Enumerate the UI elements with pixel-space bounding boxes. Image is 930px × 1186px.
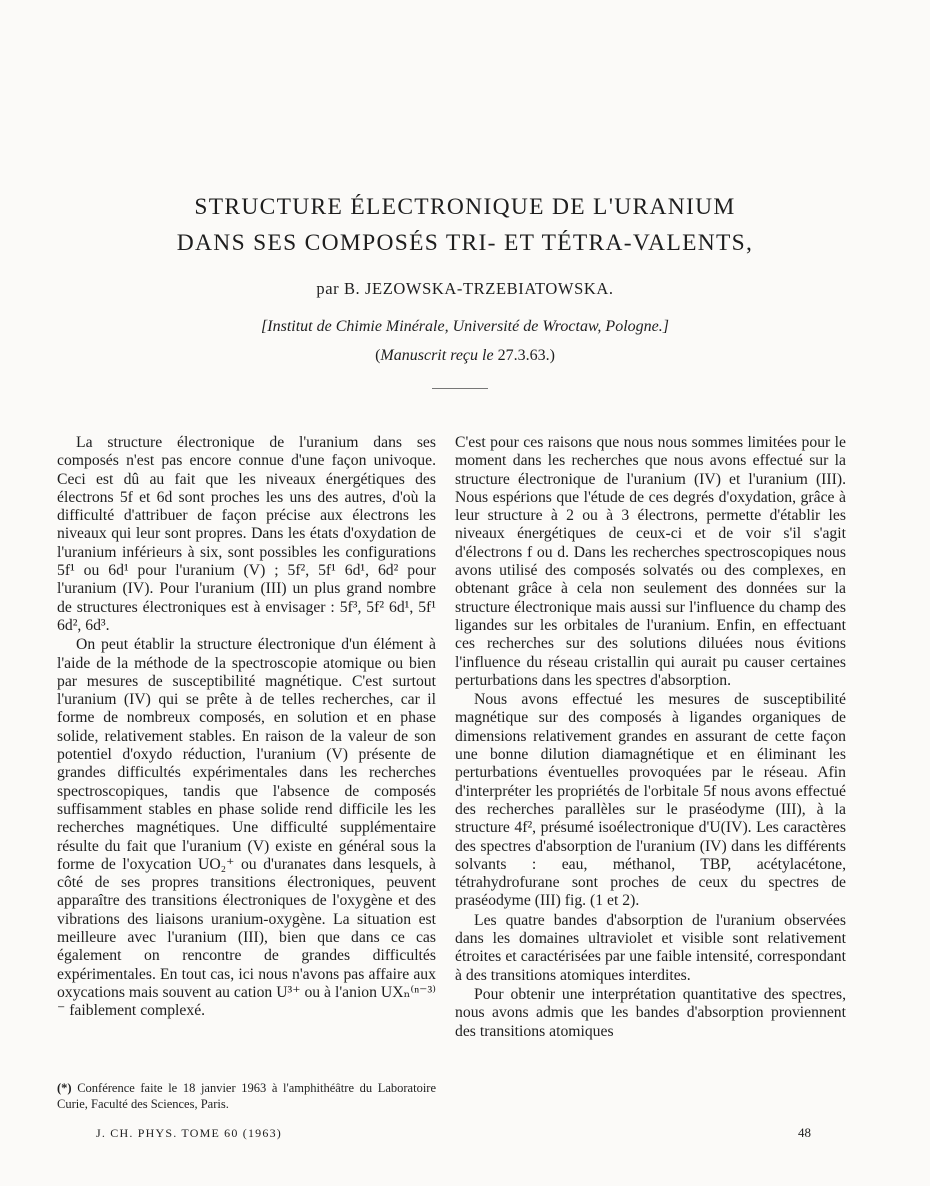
footnote-text: Conférence faite le 18 janvier 1963 à l'amphithéâtre du Laboratoire Curie, Faculté des Sciences, Paris. xyxy=(57,1081,436,1111)
right-paragraph-1: C'est pour ces raisons que nous nous sommes limitées pour le moment dans les recherches que nous avons effectué sur la structure électronique de l'uranium (IV) et l'uranium (III). Nous espérions que l'étude de ces degrés d'oxydation, grâce à leur structure à 2 ou à 3 électrons, permette d'établir les niveaux énergétiques de ceux-ci et de voir s'il s'agit d'électrons f ou d. Dans les recherches spectroscopiques nous avons utilisé des composés solvatés ou des complexes, en obtenant grâce à cela non seulement des données sur la structure électronique mais aussi sur l'influence du champ des ligandes sur les orbitales de l'uranium. Enfin, en effectuant ces recherches sur des solutions diluées nous évitions l'influence du réseau cristallin qui aurait pu causer certaines perturbations dans les spectres d'absorption. xyxy=(455,434,846,689)
author-line: par B. JEZOWSKA-TRZEBIATOWSKA. xyxy=(316,279,614,298)
footnote xyxy=(57,1081,436,1112)
right-paragraph-2: Nous avons effectué les mesures de susceptibilité magnétique sur des composés à ligandes organiques de dimensions relativement grandes en assurant de cette façon une bonne dilution diamagnétique et en éliminant les perturbations éventuelles provoquées par le réseau. Afin d'interpréter les propriétés de l'orbitale 5f nous avons effectué des recherches parallèles sur le praséodyme (III), à la structure 4f², présumé isoélectronique d'U(IV). Les caractères des spectres d'absorption de l'uranium (IV) dans les différents solvants : eau, méthanol, TBP, acétylacétone, tétrahydrofurane sont proches de ceux du spectres de praséodyme (III) fig. (1 et 2). xyxy=(455,691,846,910)
title-separator-rule xyxy=(432,388,488,389)
journal-reference: J. CH. PHYS. TOME 60 (1963) xyxy=(96,1126,282,1140)
article-title-line-1: STRUCTURE ÉLECTRONIQUE DE L'URANIUM xyxy=(194,194,736,220)
received-date: 27.3.63.) xyxy=(497,347,555,364)
received-prefix: ( xyxy=(375,347,381,364)
article-title-line-2: DANS SES COMPOSÉS TRI- ET TÉTRA-VALENTS, xyxy=(176,230,754,256)
left-text-column xyxy=(57,434,436,1021)
right-paragraph-4: Pour obtenir une interprétation quantitative des spectres, nous avons admis que les bandes d'absorption proviennent des transitions atomiques xyxy=(455,985,846,1040)
right-paragraph-3: Les quatre bandes d'absorption de l'uranium observées dans les domaines ultraviolet et visible sont relativement étroites et caractérisées par une faible intensité, correspondant à des transitions atomiques interdites. xyxy=(455,911,846,984)
left-paragraph-2: On peut établir la structure électronique d'un élément à l'aide de la méthode de la spectroscopie atomique ou bien par mesures de susceptibilité magnétique. C'est surtout l'uranium (IV) qui se prête à de telles recherches, car il forme de nombreux composés, en solution et en phase solide, relativement stables. En raison de la valeur de son potentiel d'oxydo réduction, l'uranium (V) présente de grandes difficultés expérimentales dans les recherches spectroscopiques, tandis que l'absence de composés suffisamment stables en phase solide rend difficile les les recherches magnétiques. Une difficulté supplémentaire résulte du fait que l'uranium (V) existe en général sous la forme de l'oxycation UO₂⁺ ou d'uranates dans lesquels, à côté de ses propres transitions électroniques, peuvent apparaître des transitions électroniques de l'oxygène et des vibrations des liaisons uranium-oxygène. La situation est meilleure avec l'uranium (III), bien que dans ce cas également on rencontre de grandes difficultés expérimentales. En tout cas, ici nous n'avons pas affaire aux oxycations mais souvent au cation U³⁺ ou à l'anion UXₙ⁽ⁿ⁻³⁾⁻ faiblement complexé. xyxy=(57,636,436,1020)
footnote-mark: (*) xyxy=(57,1081,72,1095)
received-line xyxy=(0,347,930,365)
page-number: 48 xyxy=(798,1125,811,1140)
received-label: Manuscrit reçu le xyxy=(380,347,494,364)
left-paragraph-1: La structure électronique de l'uranium dans ses composés n'est pas encore connue d'une façon univoque. Ceci est dû au fait que les niveaux énergétiques des électrons 5f et 6d sont proches les uns des autres, d'où la difficulté d'attribuer de façon précise aux électrons les niveaux qui leur sont propres. Dans les états d'oxydation de l'uranium inférieurs à six, sont possibles les configurations 5f¹ ou 6d¹ pour l'uranium (V) ; 5f², 5f¹ 6d¹, 6d² pour l'uranium (IV). Pour l'uranium (III) un plus grand nombre de structures électroniques est à envisager : 5f³, 5f² 6d¹, 5f¹ 6d², 6d³. xyxy=(57,434,436,634)
institution-line: [Institut de Chimie Minérale, Université de Wroctaw, Pologne.] xyxy=(261,318,669,335)
right-text-column xyxy=(455,434,846,1041)
